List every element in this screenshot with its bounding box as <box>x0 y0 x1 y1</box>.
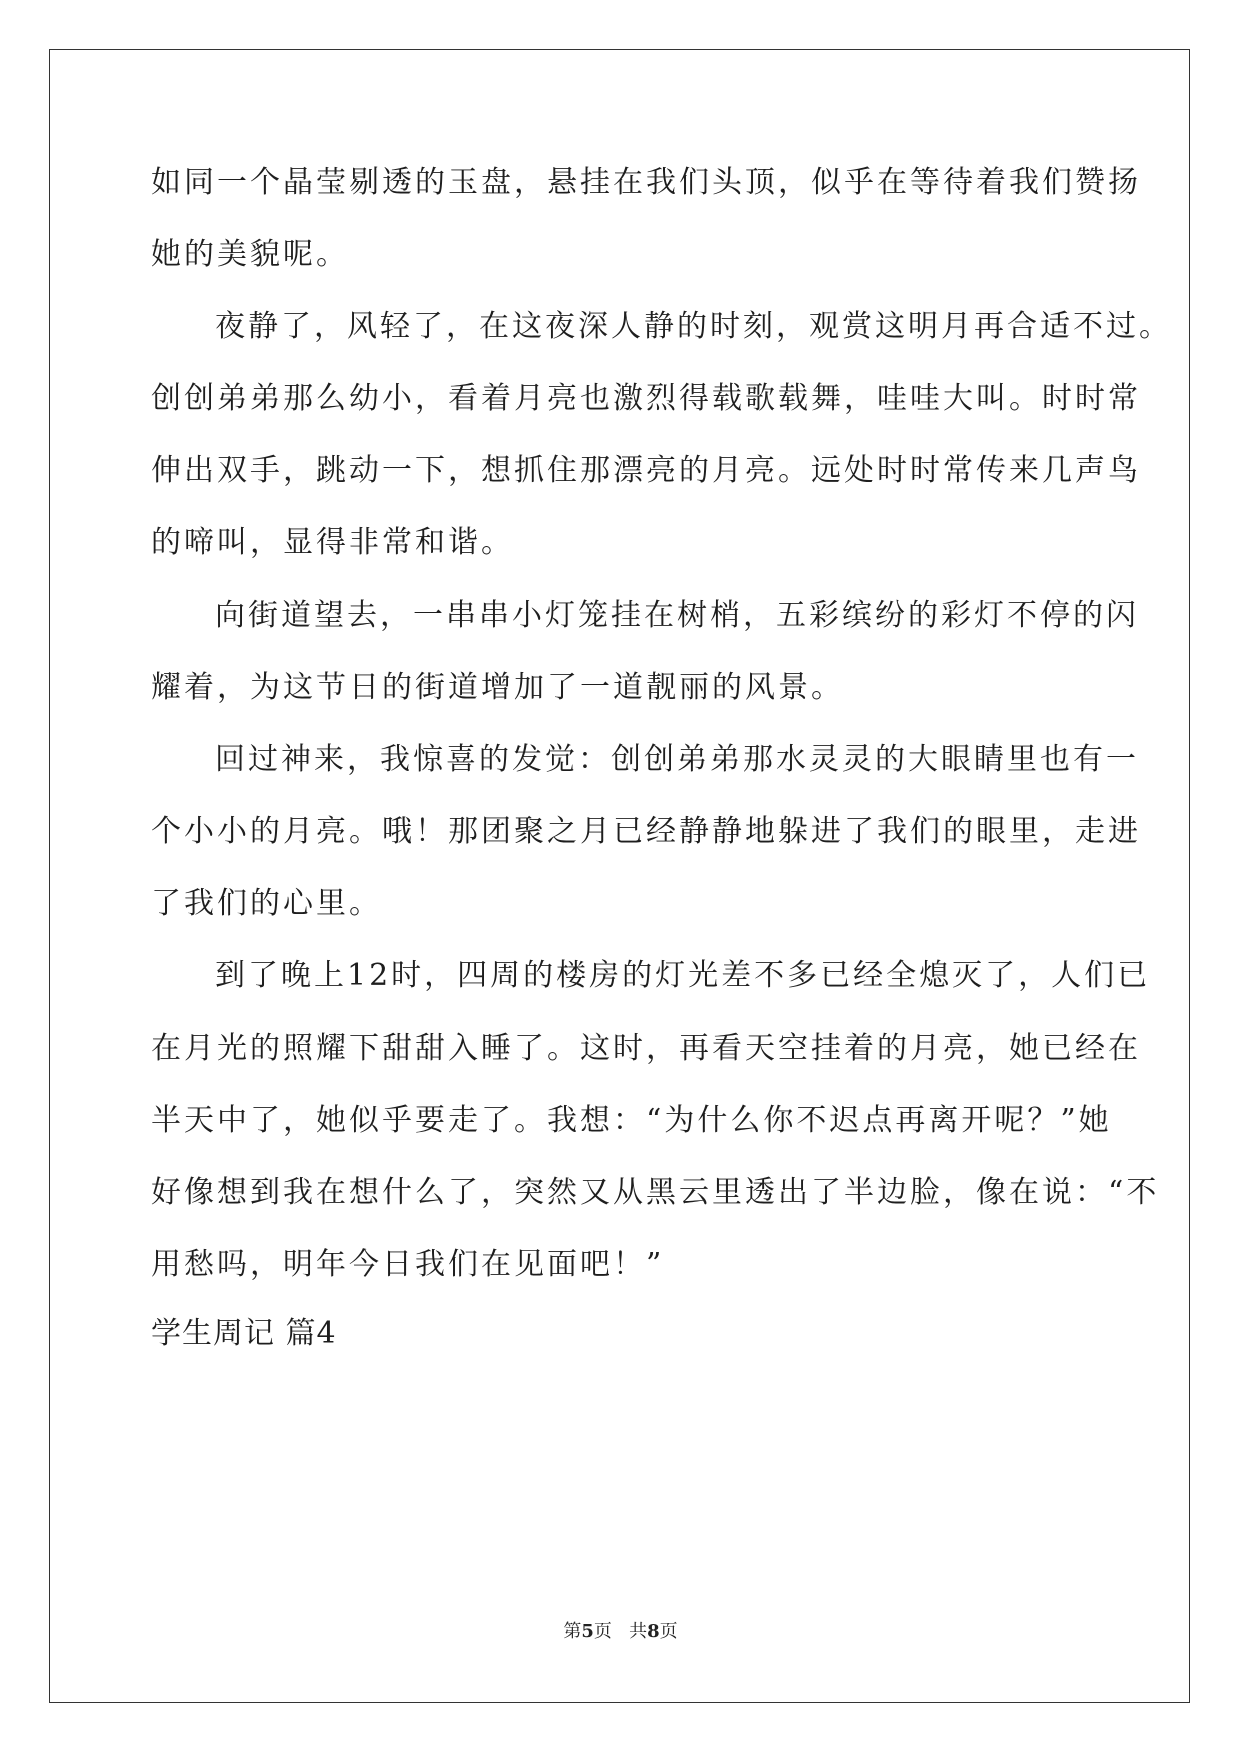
page-footer <box>0 1620 1241 1644</box>
text-line: 好像想到我在想什么了，突然又从黑云里透出了半边脸，像在说：“不 <box>151 1175 1160 1210</box>
text-line: 个小小的月亮。哦！那团聚之月已经静静地躲进了我们的眼里，走进 <box>151 814 1141 849</box>
total-pages-number: 8 <box>647 1621 660 1642</box>
page-border <box>49 49 1190 1703</box>
text-line: 伸出双手，跳动一下，想抓住那漂亮的月亮。远处时时常传来几声鸟 <box>151 453 1141 488</box>
section-heading: 学生周记 篇4 <box>151 1316 337 1351</box>
footer-prefix: 第 <box>563 1621 582 1642</box>
text-line: 到了晚上12时，四周的楼房的灯光差不多已经全熄灭了，人们已 <box>215 958 1151 993</box>
text-line: 向街道望去，一串串小灯笼挂在树梢，五彩缤纷的彩灯不停的闪 <box>215 598 1139 633</box>
text-line: 如同一个晶莹剔透的玉盘，悬挂在我们头顶，似乎在等待着我们赞扬 <box>151 165 1141 200</box>
footer-total-prefix: 共 <box>629 1621 648 1642</box>
text-line: 她的美貌呢。 <box>151 237 349 272</box>
text-line: 耀着，为这节日的街道增加了一道靓丽的风景。 <box>151 670 844 705</box>
text-line: 在月光的照耀下甜甜入睡了。这时，再看天空挂着的月亮，她已经在 <box>151 1031 1141 1066</box>
text-line: 夜静了，风轻了，在这夜深人静的时刻，观赏这明月再合适不过。 <box>215 309 1172 344</box>
current-page-number: 5 <box>581 1621 594 1642</box>
text-line: 的啼叫，显得非常和谐。 <box>151 525 514 560</box>
text-line: 创创弟弟那么幼小，看着月亮也激烈得载歌载舞，哇哇大叫。时时常 <box>151 381 1141 416</box>
text-line: 回过神来，我惊喜的发觉：创创弟弟那水灵灵的大眼睛里也有一 <box>215 742 1139 777</box>
text-line: 半天中了，她似乎要走了。我想：“为什么你不迟点再离开呢？”她 <box>151 1103 1112 1138</box>
text-line: 用愁吗，明年今日我们在见面吧！” <box>151 1247 665 1282</box>
text-line: 了我们的心里。 <box>151 886 382 921</box>
footer-page-unit: 页 <box>593 1621 612 1642</box>
footer-total-unit: 页 <box>659 1621 678 1642</box>
